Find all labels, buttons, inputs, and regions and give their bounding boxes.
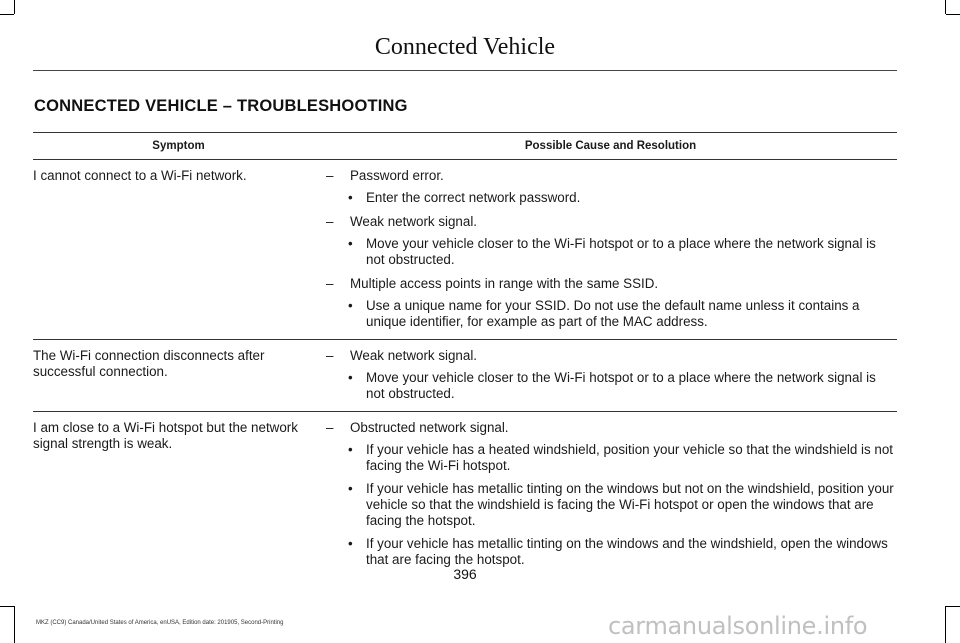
cause-text: Password error. — [350, 168, 444, 183]
resolution-text: If your vehicle has metallic tinting on the windows but not on the windshield, position your vehicle so that the windshield is facing the Wi-Fi hotspot or open the windows that are facing the hotspot. — [366, 481, 894, 528]
bullet-marker: • — [348, 481, 353, 496]
resolution-text: Use a unique name for your SSID. Do not use the default name unless it contains a unique identifier, for example as part of the MAC address. — [366, 298, 860, 329]
cause-item — [324, 214, 897, 230]
resolution-item — [340, 442, 897, 474]
cause-text: Weak network signal. — [350, 214, 478, 229]
crop-mark-top-left-h — [0, 14, 14, 15]
crop-mark-top-right-v — [945, 0, 946, 14]
symptom-column-header: Symptom — [33, 133, 324, 160]
crop-mark-top-right-h — [946, 14, 960, 15]
dash-marker: – — [326, 348, 334, 363]
resolution-text: If your vehicle has a heated windshield, position your vehicle so that the windshield is not facing the Wi-Fi hotspot. — [366, 442, 894, 473]
cause-text: Obstructed network signal. — [350, 420, 509, 435]
troubleshooting-table — [33, 132, 897, 568]
cause-text: Weak network signal. — [350, 348, 478, 363]
header-divider — [33, 70, 897, 71]
bullet-marker: • — [348, 236, 353, 251]
cause-cell — [324, 412, 897, 569]
edition-footer: MKZ (CC9) Canada/United States of America, enUSA, Edition date: 201905, Second-Printing — [36, 620, 284, 626]
cause-cell — [324, 340, 897, 412]
watermark-text: carmanualsonline.info — [608, 612, 868, 640]
bullet-marker: • — [348, 370, 353, 385]
bullet-marker: • — [348, 190, 353, 205]
dash-marker: – — [326, 276, 334, 291]
resolution-text: Move your vehicle closer to the Wi-Fi hotspot or to a place where the network signal is not obstructed. — [366, 236, 876, 267]
bullet-marker: • — [348, 442, 353, 457]
cause-item — [324, 276, 897, 292]
cause-item — [324, 168, 897, 184]
resolution-item — [340, 536, 897, 568]
resolution-text: Enter the correct network password. — [366, 190, 581, 205]
page-title: Connected Vehicle — [374, 34, 556, 60]
table-row — [33, 412, 897, 569]
resolution-text: Move your vehicle closer to the Wi-Fi hotspot or to a place where the network signal is not obstructed. — [366, 370, 876, 401]
cause-cell — [324, 160, 897, 340]
cause-column-header: Possible Cause and Resolution — [324, 133, 897, 160]
resolution-item — [340, 481, 897, 529]
bullet-marker: • — [348, 298, 353, 313]
resolution-item — [340, 370, 897, 402]
table-row — [33, 160, 897, 340]
symptom-cell: I am close to a Wi-Fi hotspot but the network signal strength is weak. — [33, 420, 298, 451]
crop-mark-bottom-right-h — [946, 606, 960, 607]
resolution-item — [340, 236, 897, 268]
crop-mark-bottom-right-v — [945, 606, 946, 643]
resolution-item — [340, 190, 897, 206]
crop-mark-bottom-left-v — [14, 606, 15, 643]
crop-mark-bottom-left-h — [0, 606, 14, 607]
cause-item — [324, 420, 897, 436]
section-heading: CONNECTED VEHICLE – TROUBLESHOOTING — [34, 97, 408, 115]
table-header-row — [33, 133, 897, 160]
page-number: 396 — [453, 566, 477, 582]
resolution-item — [340, 298, 897, 330]
symptom-cell: I cannot connect to a Wi-Fi network. — [33, 160, 324, 340]
dash-marker: – — [326, 214, 334, 229]
resolution-text: If your vehicle has metallic tinting on the windows and the windshield, open the windows that are facing the hotspot. — [366, 536, 888, 567]
dash-marker: – — [326, 168, 334, 183]
table-row — [33, 340, 897, 412]
cause-text: Multiple access points in range with the same SSID. — [350, 276, 659, 291]
symptom-cell: The Wi-Fi connection disconnects after successful connection. — [33, 340, 324, 412]
crop-mark-top-left-v — [14, 0, 15, 14]
cause-item — [324, 348, 897, 364]
bullet-marker: • — [348, 536, 353, 551]
dash-marker: – — [326, 420, 334, 435]
